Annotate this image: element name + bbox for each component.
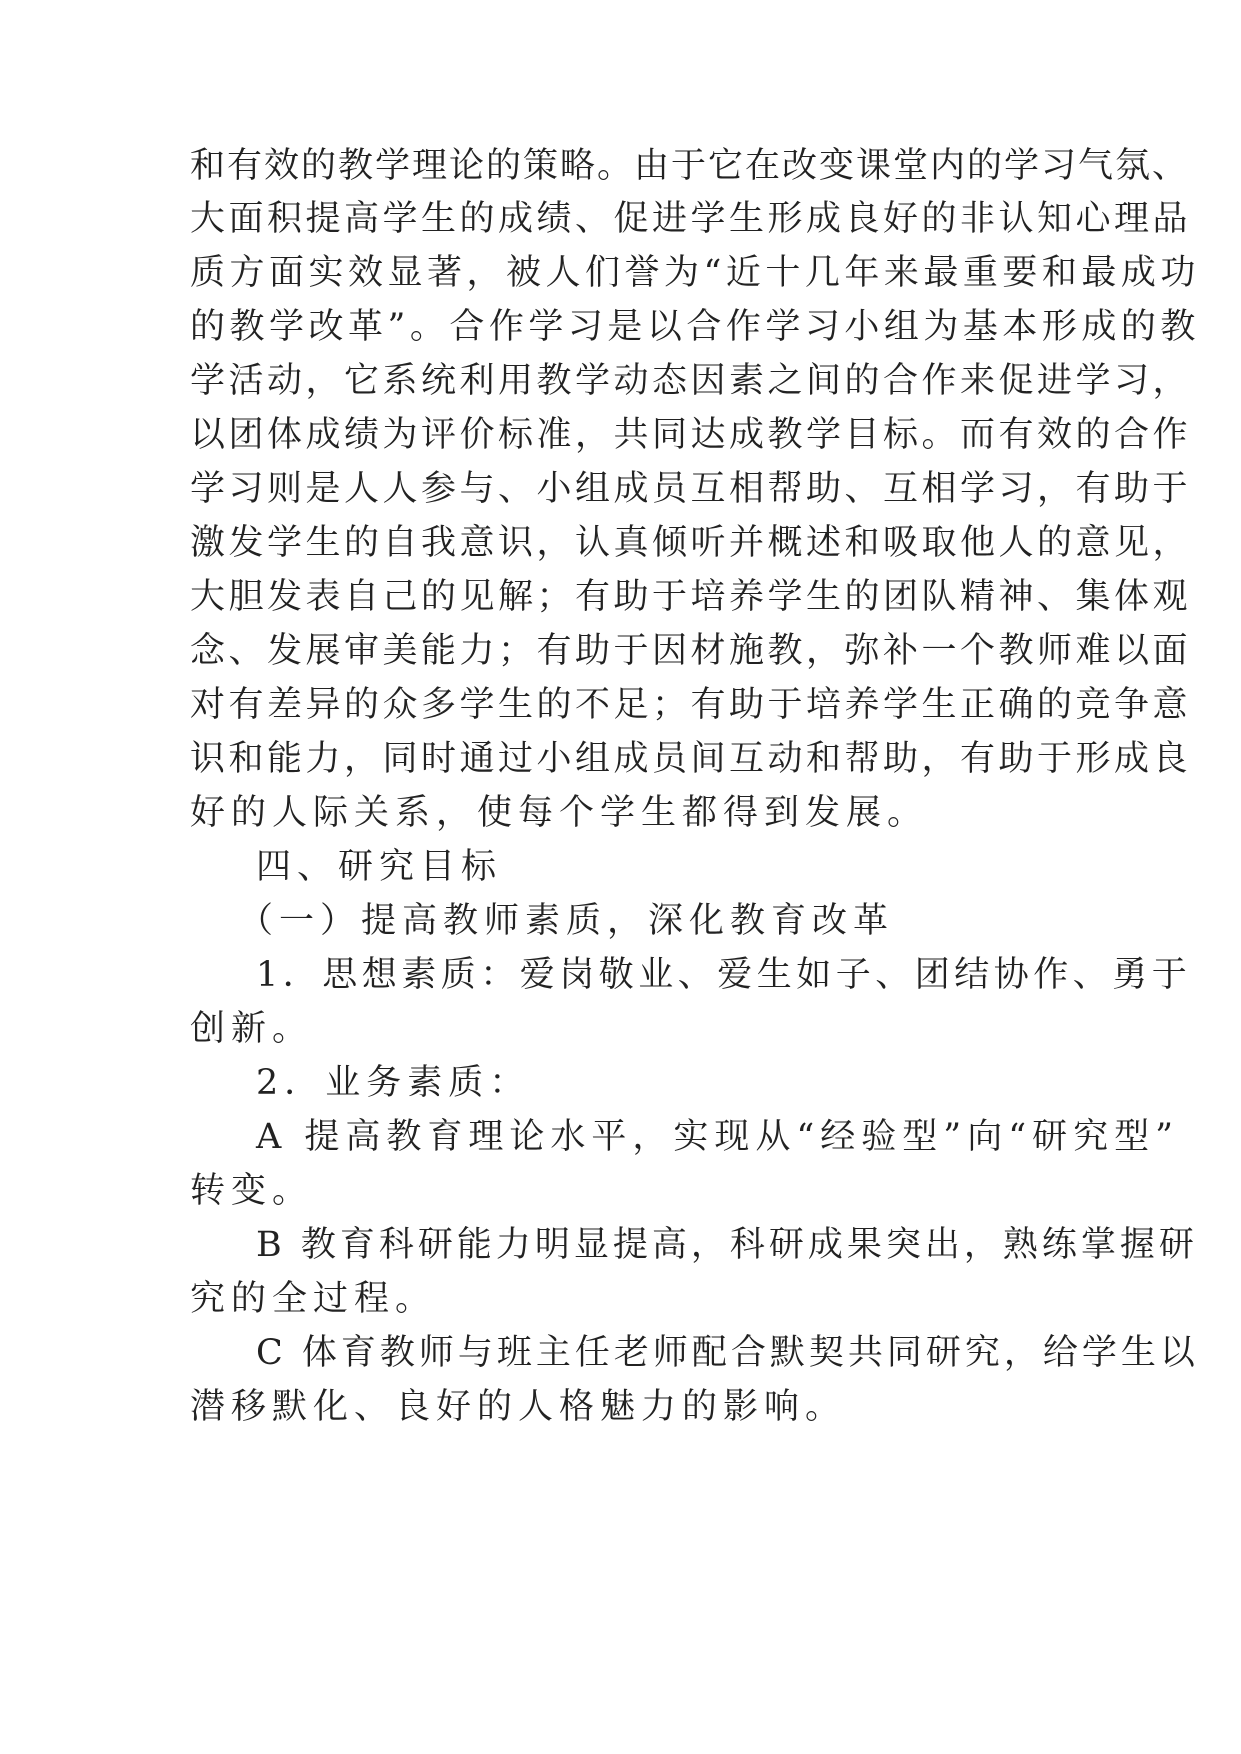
text-line: 质方面实效显著，被人们誉为“近十几年来最重要和最成功 xyxy=(190,253,1200,293)
subsection-heading: （一）提高教师素质，深化教育改革 xyxy=(238,901,895,941)
text-line: 2．业务素质： xyxy=(256,1063,531,1103)
text-line: 转变。 xyxy=(190,1171,314,1211)
text-line: 对有差异的众多学生的不足；有助于培养学生正确的竞争意 xyxy=(190,685,1192,725)
text-line: 大胆发表自己的见解；有助于培养学生的团队精神、集体观 xyxy=(190,577,1192,617)
section-heading: 四、研究目标 xyxy=(256,847,503,887)
text-line: 潜移默化、良好的人格魅力的影响。 xyxy=(190,1387,847,1427)
text-line: 1．思想素质：爱岗敬业、爱生如子、团结协作、勇于 xyxy=(256,955,1192,995)
text-line: 好的人际关系，使每个学生都得到发展。 xyxy=(190,793,929,833)
text-line: B 教育科研能力明显提高，科研成果突出，熟练掌握研 xyxy=(256,1225,1198,1265)
text-line: A 提高教育理论水平，实现从“经验型”向“研究型” xyxy=(256,1117,1179,1157)
text-line: 学习则是人人参与、小组成员互相帮助、互相学习，有助于 xyxy=(190,469,1192,509)
text-line: 和有效的教学理论的策略。由于它在改变课堂内的学习气氛、 xyxy=(190,146,1190,186)
text-line: 大面积提高学生的成绩、促进学生形成良好的非认知心理品 xyxy=(190,199,1192,239)
text-line: 究的全过程。 xyxy=(190,1279,437,1319)
text-line: C 体育教师与班主任老师配合默契共同研究，给学生以 xyxy=(256,1333,1199,1373)
text-line: 以团体成绩为评价标准，共同达成教学目标。而有效的合作 xyxy=(190,415,1192,455)
text-line: 的教学改革”。合作学习是以合作学习小组为基本形成的教 xyxy=(190,307,1200,347)
text-line: 创新。 xyxy=(190,1009,314,1049)
text-line: 学活动，它系统利用教学动态因素之间的合作来促进学习， xyxy=(190,361,1192,401)
text-line: 念、发展审美能力；有助于因材施教，弥补一个教师难以面 xyxy=(190,631,1192,671)
text-line: 激发学生的自我意识，认真倾听并概述和吸取他人的意见， xyxy=(190,523,1192,563)
text-line: 识和能力，同时通过小组成员间互动和帮助，有助于形成良 xyxy=(190,739,1192,779)
